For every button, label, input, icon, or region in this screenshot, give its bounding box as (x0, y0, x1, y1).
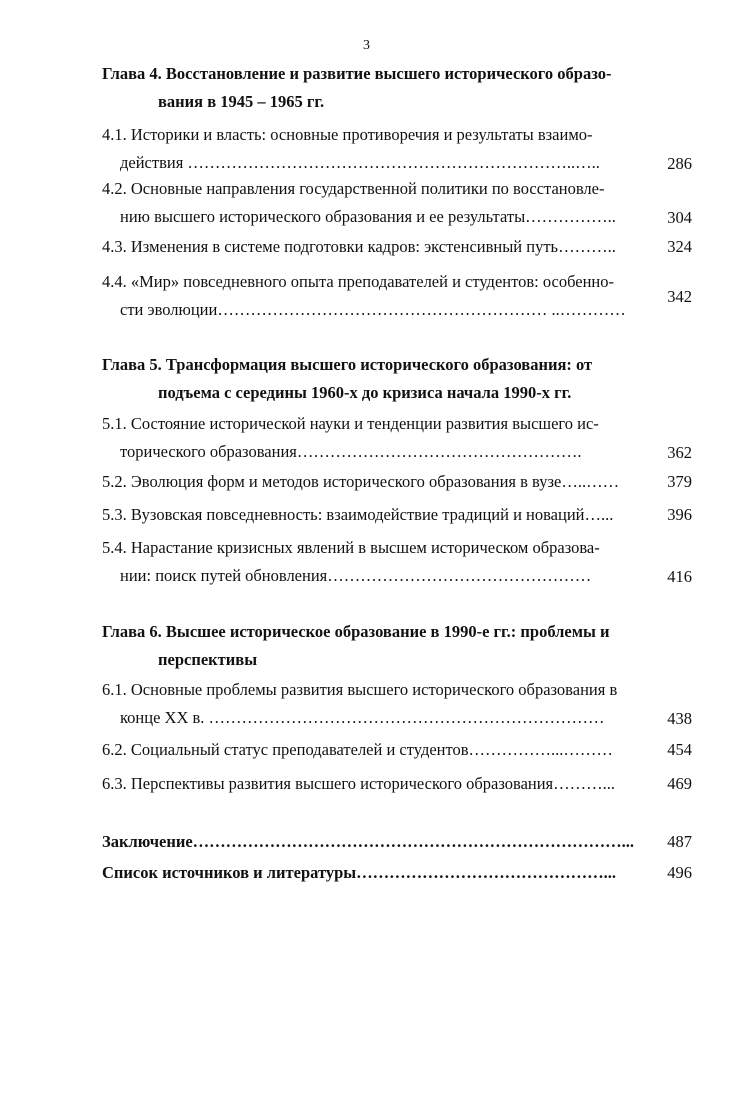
toc-entry-4-3 (102, 237, 692, 257)
chapter-title-line2: вания в 1945 – 1965 гг. (158, 91, 325, 111)
toc-page-number: 416 (667, 567, 692, 586)
toc-entry-text-line1: 6.2. Социальный статус преподавателей и студентов……………...……… (102, 740, 613, 759)
chapter-title-line2: перспективы (158, 649, 258, 669)
toc-entry-text-line1: 4.3. Изменения в системе подготовки кадров: экстенсивный путь……….. (102, 237, 616, 256)
toc-entry-5-1 (102, 414, 692, 462)
toc-entry-5-2 (102, 472, 692, 492)
toc-entry-text-line1: 5.1. Состояние исторической науки и тенденции развития высшего ис- (102, 414, 599, 433)
toc-entry-text-line2: сти эволюции…………………………………………………… ..………… (120, 299, 626, 319)
toc-entry-text-line1: 4.2. Основные направления государственной политики по восстановле- (102, 179, 605, 198)
chapter-title-line1: Глава 5. Трансформация высшего исторического образования: от (102, 355, 593, 374)
toc-page-number: 304 (667, 208, 692, 227)
toc-entry-text-line2: нии: поиск путей обновления………………………………………… (120, 565, 592, 585)
toc-entry-5-3 (102, 505, 692, 525)
toc-entry-text-line1: 6.1. Основные проблемы развития высшего исторического образования в (102, 680, 618, 699)
toc-entry-text-line1: 4.4. «Мир» повседневного опыта преподавателей и студентов: особенно- (102, 272, 614, 291)
toc-page-number: 342 (667, 287, 692, 306)
toc-entry-4-2 (102, 179, 692, 227)
toc-entry-6-2 (102, 740, 692, 760)
toc-page-number: 286 (667, 154, 692, 173)
toc-entry-4-1 (102, 125, 692, 173)
toc-page-number: 362 (667, 443, 692, 462)
toc-page-number: 379 (667, 472, 692, 491)
chapter-5-heading (102, 355, 647, 403)
chapter-4-heading (102, 64, 647, 112)
toc-entry-text-line1: 6.3. Перспективы развития высшего исторического образования………... (102, 774, 616, 793)
toc-page-number: 324 (667, 237, 692, 256)
toc-page-number: 496 (667, 863, 692, 882)
chapter-title-line1: Глава 4. Восстановление и развитие высшего исторического образо- (102, 64, 612, 83)
toc-entry-5-4 (102, 538, 692, 586)
toc-entry-text-line2: торического образования……………………………………………. (120, 441, 582, 461)
toc-entry-text-line2: действия ……………………………………………………………..….. (120, 152, 600, 172)
chapter-6-heading (102, 622, 647, 670)
toc-page-number: 396 (667, 505, 692, 524)
toc-entry-text-line2: нию высшего исторического образования и ее результаты…………….. (120, 206, 616, 226)
toc-entry-text-line1: 4.1. Историки и власть: основные противоречия и результаты взаимо- (102, 125, 593, 144)
toc-bibliography (102, 863, 692, 883)
toc-conclusion-label: Заключение……………………………………………………………………... (102, 832, 635, 851)
toc-page-number: 438 (667, 709, 692, 728)
toc-bibliography-label: Список источников и литературы………………………………………... (102, 863, 617, 882)
toc-entry-6-1 (102, 680, 692, 728)
toc-conclusion (102, 832, 692, 852)
page-number: 3 (363, 38, 370, 53)
toc-page-number: 487 (667, 832, 692, 851)
toc-entry-text-line1: 5.2. Эволюция форм и методов исторического образования в вузе…..…… (102, 472, 620, 491)
chapter-title-line2: подъема с середины 1960-х до кризиса начала 1990-х гг. (158, 382, 572, 402)
toc-page-number: 454 (667, 740, 692, 759)
toc-page-number: 469 (667, 774, 692, 793)
toc-entry-text-line1: 5.3. Вузовская повседневность: взаимодействие традиций и новаций…... (102, 505, 614, 524)
toc-entry-6-3 (102, 774, 692, 794)
chapter-title-line1: Глава 6. Высшее историческое образование в 1990-е гг.: проблемы и (102, 622, 610, 641)
toc-entry-text-line2: конце XX в. ……………………………………………………………… (120, 707, 605, 727)
toc-entry-text-line1: 5.4. Нарастание кризисных явлений в высшем историческом образова- (102, 538, 600, 557)
toc-entry-4-4 (102, 272, 692, 320)
